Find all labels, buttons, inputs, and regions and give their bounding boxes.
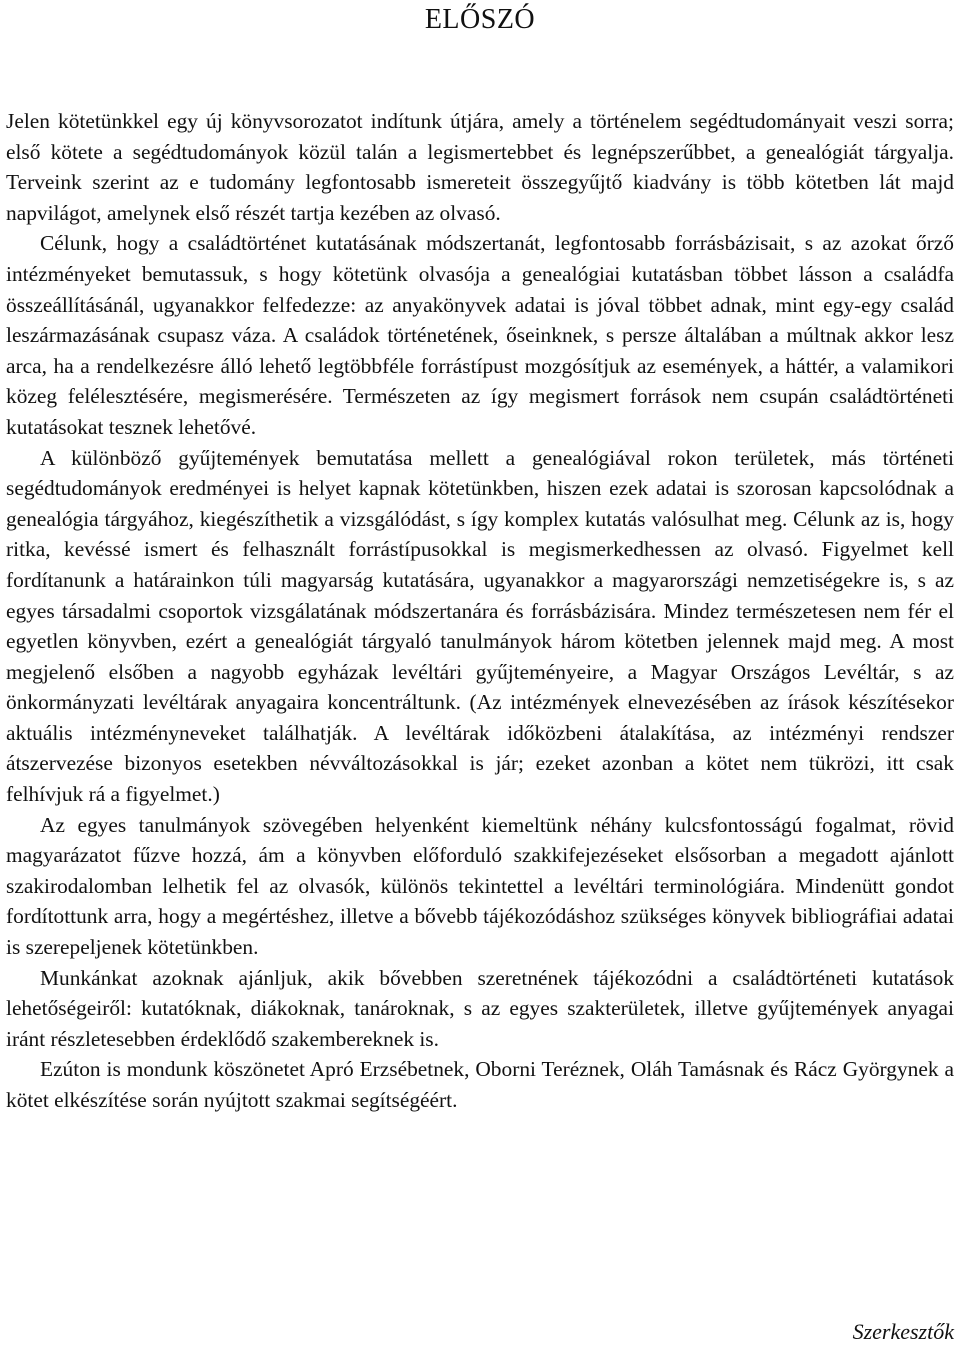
paragraph-audience: Munkánkat azoknak ajánljuk, akik bővebben szeretnének tájékozódni a családtörténeti kutatások lehetőségeiről: kutatóknak, diákoknak, tanároknak, s az egyes szakterületek, illetve gyűjtemények anyagai iránt részletesebben érdeklődő szakembereknek is. [6, 965, 954, 1051]
foreword-body [6, 106, 954, 1116]
paragraph-acknowledgements: Ezúton is mondunk köszönetet Apró Erzsébetnek, Oborni Teréznek, Oláh Tamásnak és Rácz Györgynek a kötet elkészítése során nyújtott szakmai segítségéért. [6, 1057, 954, 1112]
editors-signature: Szerkesztők [852, 1319, 954, 1344]
paragraph-terminology: Az egyes tanulmányok szövegében helyenként kiemeltünk néhány kulcsfontosságú fogalmat, rövid magyarázatot fűzve hozzá, ám a könyvben előforduló szakkifejezéseket elsősorban a megadott ajánlott szakirodalomban lelhetik fel az olvasók, különös tekintettel a levéltári terminológiára. Mindenütt gondot fordítottunk arra, hogy a megértéshez, illetve a bővebb tájékozódáshoz szükséges könyvek bibliográfiai adatai is szerepeljenek kötetünkben. [6, 812, 954, 960]
page-title: ELŐSZÓ [424, 4, 536, 35]
paragraph-intro: Jelen kötetünkkel egy új könyvsorozatot indítunk útjára, amely a történelem segédtudományait veszi sorra; első kötete a segédtudományok közül talán a legismertebbet és legnépszerűbbet, a genealógiát tárgyalja. Terveink szerint az e tudomány legfontosabb ismereteit összegyűjtő kiadvány is több kötetben lát majd napvilágot, amelynek első részét tartja kezében az olvasó. [6, 109, 954, 225]
paragraph-aims: Célunk, hogy a családtörténet kutatásának módszertanát, legfontosabb forrásbázisait, s az azokat őrző intézményeket bemutassuk, s hogy kötetünk olvasója a genealógiai kutatásban többet lásson a családfa összeállításánál, ugyanakkor felfedezze: az anyakönyvek adatai is jóval többet adnak, mint egy-egy család leszármazásának csupasz váza. A családok történetének, őseinknek, s persze általában a múltnak akkor lesz arca, ha a rendelkezésre álló lehető legtöbbféle forrástípust mozgósítjuk az események, a háttér, a valamikori közeg felélesztésére, megismerésére. Természeten az így megismert források nem csupán családtörténeti kutatásokat tesznek lehetővé. [6, 231, 954, 439]
document-page [6, 0, 954, 1347]
paragraph-collections: A különböző gyűjtemények bemutatása mellett a genealógiával rokon területek, más történeti segédtudományok eredményei is helyet kapnak kötetünkben, hiszen ezek adatai is szorosan kapcsolódnak a genealógia tárgyához, kiegészíthetik a vizsgálódást, s így komplex kutatás valósulhat meg. Célunk az is, hogy ritka, kevéssé ismert és felhasznált forrástípusokkal is megismerkedhessen az olvasó. Figyelmet kell fordítanunk a határainkon túli magyarság kutatására, ugyanakkor a magyarországi nemzetiségekre is, s az egyes társadalmi csoportok vizsgálatának módszertanára és forrásbázisára. Mindez természetesen nem fér el egyetlen könyvben, ezért a genealógiát tárgyaló tanulmányok három kötetben jelennek majd meg. A most megjelenő elsőben a nagyobb egyházak levéltári gyűjteményeire, a Magyar Országos Levéltár, s az önkormányzati levéltárak anyagaira koncentráltunk. (Az intézmények elnevezésében az írások készítésekor aktuális intézményneveket találhatják. A levéltárak időközbeni átalakítása, az intézményi rendszer átszervezése bizonyos esetekben névváltozásokkal is jár; ezeket azonban a kötet nem tükrözi, itt csak felhívjuk rá a figyelmet.) [6, 445, 954, 807]
